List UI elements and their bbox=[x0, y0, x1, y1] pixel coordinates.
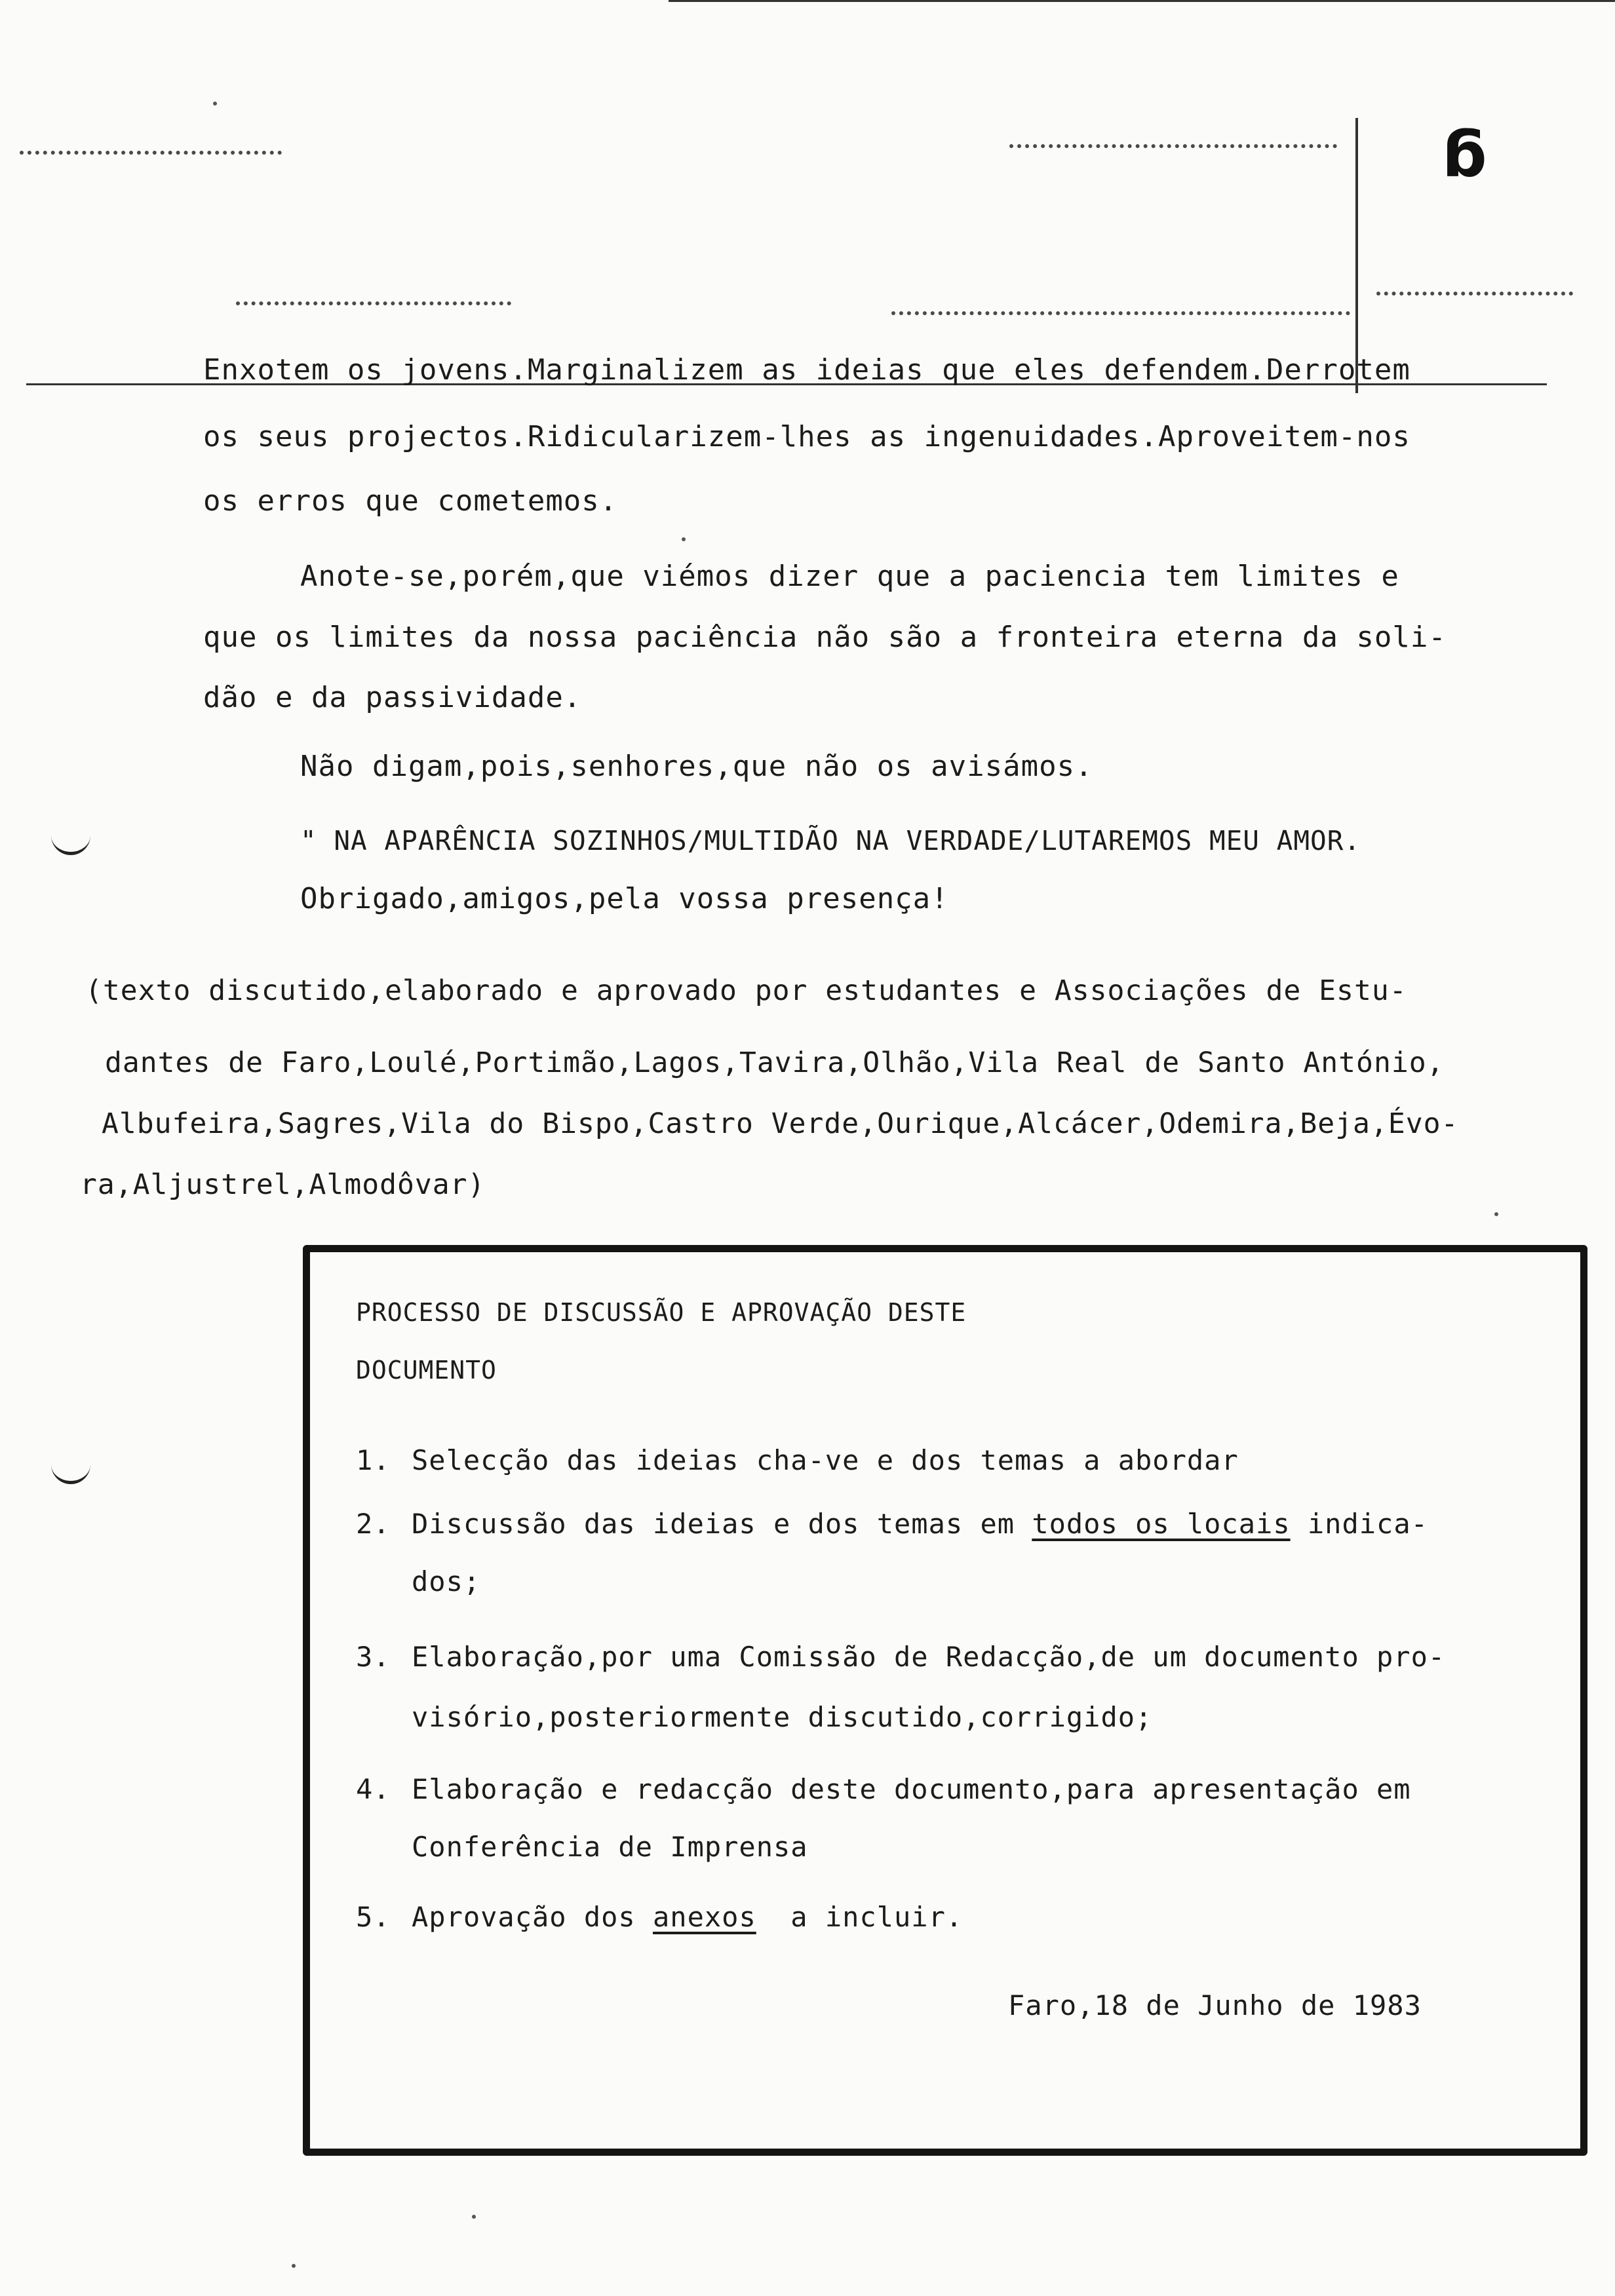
list-item: Conferência de Imprensa bbox=[412, 1831, 808, 1863]
scan-edge-rule bbox=[669, 0, 1615, 2]
body-line: os erros que cometemos. bbox=[203, 484, 618, 518]
scan-speck bbox=[213, 102, 217, 105]
credits-line: ra,Aljustrel,Almodôvar) bbox=[80, 1168, 486, 1201]
list-item: visório,posteriormente discutido,corrigido; bbox=[412, 1701, 1153, 1733]
list-item-text: indica- bbox=[1290, 1508, 1428, 1540]
list-item: Elaboração,por uma Comissão de Redacção,de um documento pro- bbox=[412, 1641, 1446, 1673]
list-item: Selecção das ideias cha-ve e dos temas a abordar bbox=[412, 1444, 1239, 1476]
list-item bbox=[412, 1898, 963, 1937]
list-item-number: 2. bbox=[356, 1508, 391, 1540]
dotted-leader-row bbox=[20, 151, 282, 155]
dotted-leader-row bbox=[236, 301, 511, 305]
body-line: os seus projectos.Ridicularizem-lhes as ingenuidades.Aproveitem-nos bbox=[203, 420, 1411, 453]
process-box bbox=[303, 1245, 1587, 2156]
body-line: que os limites da nossa paciência não são a fronteira eterna da soli- bbox=[203, 621, 1447, 654]
margin-curl-mark bbox=[51, 832, 90, 855]
body-line: Anote-se,porém,que viémos dizer que a paciencia tem limites e bbox=[300, 560, 1399, 593]
quote-line: " NA APARÊNCIA SOZINHOS/MULTIDÃO NA VERDADE/LUTAREMOS MEU AMOR. bbox=[300, 825, 1361, 856]
scan-speck bbox=[292, 2264, 296, 2268]
margin-curl-mark bbox=[51, 1461, 90, 1484]
credits-line: (texto discutido,elaborado e aprovado por estudantes e Associações de Estu- bbox=[85, 974, 1407, 1007]
list-item-text: a incluir. bbox=[756, 1901, 963, 1933]
place-date: Faro,18 de Junho de 1983 bbox=[1008, 1989, 1422, 2021]
underlined-phrase: anexos bbox=[653, 1901, 756, 1933]
scan-speck bbox=[472, 2215, 476, 2219]
box-title: DOCUMENTO bbox=[356, 1356, 497, 1385]
scan-speck bbox=[1494, 1212, 1498, 1216]
list-item-number: 5. bbox=[356, 1901, 391, 1933]
list-item: dos; bbox=[412, 1565, 481, 1598]
thanks-line: Obrigado,amigos,pela vossa presença! bbox=[300, 882, 949, 915]
body-line: dão e da passividade. bbox=[203, 681, 582, 714]
list-item bbox=[412, 1504, 1428, 1544]
dotted-leader-row bbox=[1376, 292, 1573, 296]
scan-speck bbox=[682, 537, 686, 541]
dotted-leader-row bbox=[891, 311, 1350, 315]
body-line: Não digam,pois,senhores,que não os avisámos. bbox=[300, 750, 1093, 783]
body-line: Enxotem os jovens.Marginalizem as ideias que eles defendem.Derrotem bbox=[203, 353, 1411, 387]
box-title: PROCESSO DE DISCUSSÃO E APROVAÇÃO DESTE bbox=[356, 1298, 967, 1327]
list-item-number: 1. bbox=[356, 1444, 391, 1476]
list-item-text: Aprovação dos bbox=[412, 1901, 653, 1933]
underlined-phrase: todos os locais bbox=[1032, 1508, 1291, 1540]
dotted-leader-row bbox=[1009, 144, 1337, 148]
list-item-number: 3. bbox=[356, 1641, 391, 1673]
margin-mark-icon: ᵷ bbox=[1442, 105, 1487, 178]
list-item-number: 4. bbox=[356, 1773, 391, 1805]
list-item: Elaboração e redacção deste documento,para apresentação em bbox=[412, 1773, 1411, 1805]
credits-line: dantes de Faro,Loulé,Portimão,Lagos,Tavira,Olhão,Vila Real de Santo António, bbox=[105, 1046, 1445, 1079]
credits-line: Albufeira,Sagres,Vila do Bispo,Castro Verde,Ourique,Alcácer,Odemira,Beja,Évo- bbox=[102, 1107, 1459, 1140]
list-item-text: Discussão das ideias e dos temas em bbox=[412, 1508, 1032, 1540]
